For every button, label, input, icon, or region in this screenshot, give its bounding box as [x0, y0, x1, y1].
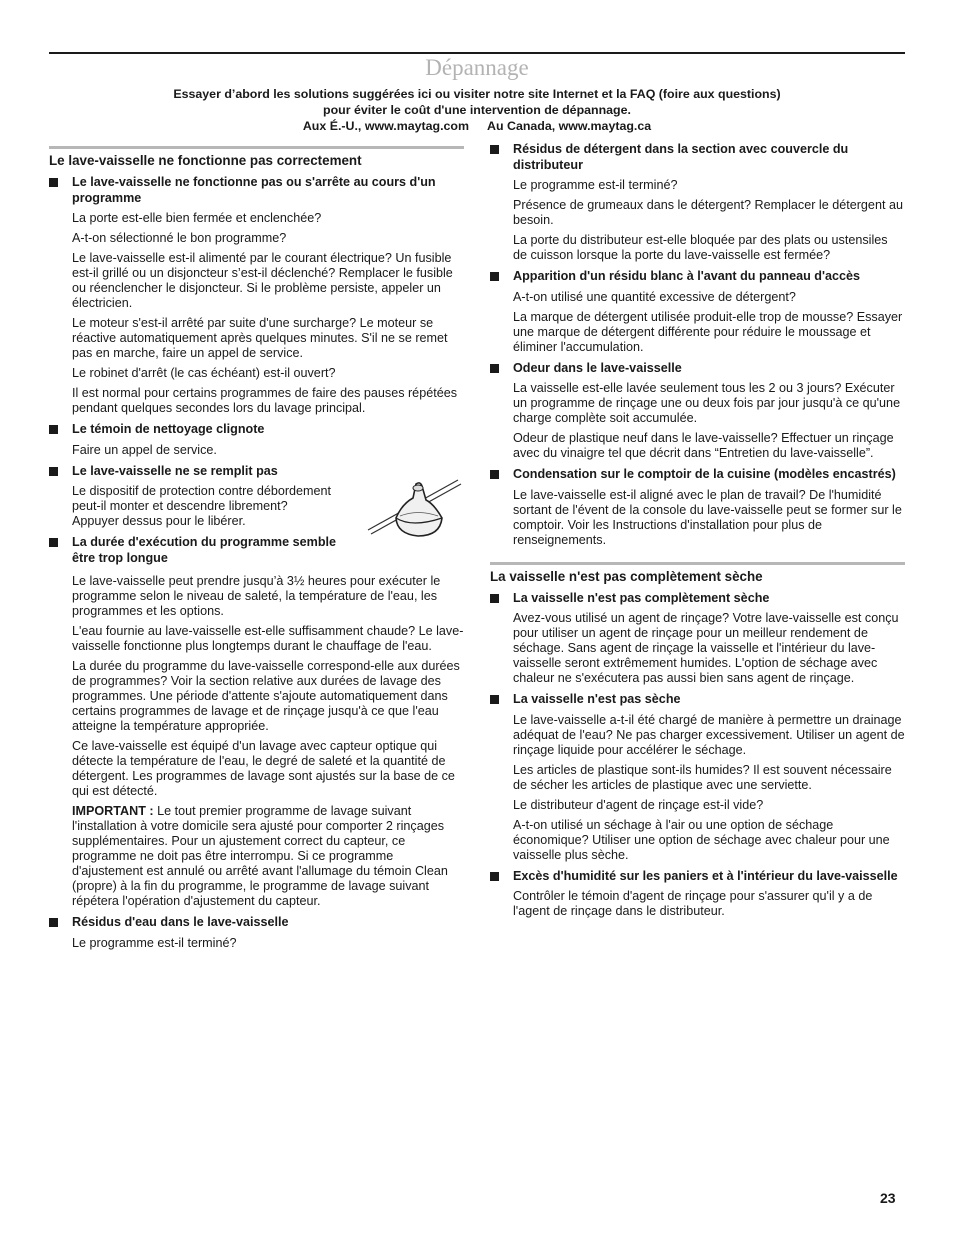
square-bullet-icon	[490, 470, 499, 479]
square-bullet-icon	[490, 872, 499, 881]
intro-line-1: Essayer d’abord les solutions suggérées ici ou visiter notre site Internet et la FAQ (foire aux questions)	[173, 87, 781, 101]
important-text: Le tout premier programme de lavage suivant l'installation à votre domicile sera ajusté pour comporter 2 rinçages supplémentaires. Pour un ajustement correct du capteur, ce programme ne doit pas être interrompu. Si ce programme d'ajustement est annulé ou arrêté avant l'allumage du témoin Clean (propre) à la fin du programme, le programme de lavage suivant répétera l'opération d'ajustement du capteur.	[72, 804, 448, 908]
issue-item	[490, 869, 905, 920]
issue-text: Le distributeur d'agent de rinçage est-il vide?	[513, 797, 764, 812]
square-bullet-icon	[49, 918, 58, 927]
issue-text: Avez-vous utilisé un agent de rinçage? Votre lave-vaisselle est conçu pour utiliser un agent de rinçage pour un meilleur rendement de séchage. Sans agent de rinçage la vaisselle et l'intérieur du lave-vaisselle seront extrêmement humides. L'option de séchage avec chaleur ne s'exécutera pas aussi bien sans agent de rinçage.	[513, 611, 899, 685]
important-note	[72, 804, 464, 909]
important-label: IMPORTANT :	[72, 804, 154, 818]
issue-item	[49, 422, 464, 458]
issue-item	[490, 692, 905, 863]
issue-item	[49, 175, 464, 416]
issue-text: Le lave-vaisselle peut prendre jusqu’à 3½ heures pour exécuter le programme selon le niveau de saleté, la température de l'eau, les programmes et les options.	[72, 574, 441, 618]
issue-title: La durée d'exécution du programme semble être trop longue	[49, 535, 339, 566]
issue-title: Apparition d'un résidu blanc à l'avant du panneau d'accès	[490, 269, 905, 285]
issue-text: Présence de grumeaux dans le détergent? Remplacer le détergent au besoin.	[513, 198, 903, 227]
issue-title: Le témoin de nettoyage clignote	[49, 422, 464, 438]
issue-text: Le lave-vaisselle est-il alimenté par le courant électrique? Un fusible est-il grillé ou un disjoncteur s’est-il déclenché? Remplacer le fusible ou réenclencher le disjoncteur. Si le problème persiste, appeler un électricien.	[72, 251, 453, 310]
issue-text: La vaisselle est-elle lavée seulement tous les 2 ou 3 jours? Exécuter un programme de rinçage une ou deux fois par jour jusqu'à ce qu'une charge complète soit accumulée.	[513, 381, 901, 425]
page-title: Dépannage	[425, 55, 529, 80]
square-bullet-icon	[49, 425, 58, 434]
square-bullet-icon	[490, 695, 499, 704]
issue-text: La marque de détergent utilisée produit-elle trop de mousse? Essayer une marque de détergent différente pour réduire le moussage et éliminer l'accumulation.	[513, 309, 903, 354]
issue-item	[490, 269, 905, 355]
issue-text: Le robinet d'arrêt (le cas échéant) est-il ouvert?	[72, 366, 336, 380]
issue-item	[490, 467, 905, 548]
issue-item	[49, 535, 464, 909]
issue-text: L'eau fournie au lave-vaisselle est-elle suffisamment chaude? Le lave-vaisselle fonctionne plus longtemps durant le chauffage de l'eau.	[72, 624, 464, 653]
issue-title: Condensation sur le comptoir de la cuisine (modèles encastrés)	[490, 467, 905, 483]
section-title-not-dry: La vaisselle n'est pas complètement sèche	[490, 562, 905, 585]
issue-item	[490, 361, 905, 462]
issue-title: Le lave-vaisselle ne fonctionne pas ou s'arrête au cours d'un programme	[49, 175, 464, 206]
issue-title: Le lave-vaisselle ne se remplit pas	[49, 464, 464, 480]
issue-text: Faire un appel de service.	[72, 442, 217, 457]
square-bullet-icon	[490, 364, 499, 373]
square-bullet-icon	[490, 594, 499, 603]
issue-title: La vaisselle n'est pas complètement sèche	[490, 591, 905, 607]
issue-text: Le dispositif de protection contre débordement peut-il monter et descendre librement? Appuyer dessus pour le libérer.	[72, 484, 332, 528]
us-site-link[interactable]: Aux É.-U., www.maytag.com	[302, 119, 470, 133]
issue-text: Le programme est-il terminé?	[72, 935, 237, 950]
issue-text: Le programme est-il terminé?	[513, 178, 678, 192]
left-column	[49, 146, 464, 951]
issue-item	[49, 464, 464, 530]
intro-sites	[100, 118, 854, 134]
issue-title: La vaisselle n'est pas sèche	[490, 692, 905, 708]
issue-text: La durée du programme du lave-vaisselle correspond-elle aux durées de programmes? Voir la section relative aux durées de lavage des programmes. Une période d'attente s'ajoute automatiquement dans certains programmes de lavage et de rinçage jusqu'à ce que l'eau atteigne la température appropriée.	[72, 659, 460, 733]
issue-text: La porte est-elle bien fermée et enclenchée?	[72, 211, 322, 225]
issue-text: A-t-on sélectionné le bon programme?	[72, 231, 287, 245]
issue-item	[490, 142, 905, 263]
issue-text: Odeur de plastique neuf dans le lave-vaisselle? Effectuer un rinçage avec du vinaigre tel que décrit dans “Entretien du lave-vaisselle”.	[513, 431, 894, 460]
issue-text: Il est normal pour certains programmes de faire des pauses répétées pendant quelques secondes lors du lavage principal.	[72, 386, 458, 415]
float-switch-illustration	[360, 474, 464, 544]
top-rule	[49, 52, 905, 54]
issue-text: La porte du distributeur est-elle bloquée par des plats ou ustensiles de cuisson lorsque la porte du lave-vaisselle est fermée?	[513, 233, 888, 262]
section-title-not-working: Le lave-vaisselle ne fonctionne pas correctement	[49, 146, 464, 169]
square-bullet-icon	[49, 178, 58, 187]
issue-title: Excès d'humidité sur les paniers et à l'intérieur du lave-vaisselle	[490, 869, 905, 885]
square-bullet-icon	[49, 538, 58, 547]
issue-text: Le lave-vaisselle a-t-il été chargé de manière à permettre un drainage adéquat de l'eau? Ne pas charger excessivement. Utiliser un agent de rinçage liquide pour accélérer le séchage.	[513, 712, 905, 757]
issue-item	[49, 915, 464, 951]
issue-text: Le lave-vaisselle est-il aligné avec le plan de travail? De l'humidité sortant de l'évent de la console du lave-vaisselle peut se former sur le comptoir. Voir les Instructions d'installation pour plus de renseignements.	[513, 487, 902, 547]
issue-text: Les articles de plastique sont-ils humides? Il est souvent nécessaire de sécher les articles de plastique avec une serviette.	[513, 762, 892, 792]
square-bullet-icon	[490, 145, 499, 154]
issue-text: Contrôler le témoin d'agent de rinçage pour s'assurer qu'il y a de l'agent de rinçage dans le distributeur.	[513, 889, 873, 918]
intro-line-2: pour éviter le coût d'une intervention de dépannage.	[323, 103, 631, 117]
issue-text: A-t-on utilisé un séchage à l'air ou une option de séchage économique? Utiliser une option de séchage avec chaleur pour une vaisselle plus sèche.	[513, 817, 890, 862]
issue-text: A-t-on utilisé une quantité excessive de détergent?	[513, 289, 796, 304]
intro-note	[100, 86, 854, 134]
page-number: 23	[880, 1190, 896, 1206]
ca-site-link[interactable]: Au Canada, www.maytag.ca	[487, 119, 652, 133]
square-bullet-icon	[490, 272, 499, 281]
issue-title: Odeur dans le lave-vaisselle	[490, 361, 905, 377]
issue-title: Résidus de détergent dans la section avec couvercle du distributeur	[490, 142, 905, 173]
square-bullet-icon	[49, 467, 58, 476]
issue-item	[490, 591, 905, 687]
right-column	[490, 142, 905, 919]
issue-text: Le moteur s'est-il arrêté par suite d'une surcharge? Le moteur se réactive automatiquement après quelques minutes. S'il ne se remet pas en marche, faire un appel de service.	[72, 316, 448, 360]
issue-title: Résidus d'eau dans le lave-vaisselle	[49, 915, 464, 931]
issue-text: Ce lave-vaisselle est équipé d'un lavage avec capteur optique qui détecte la température de l'eau, le degré de saleté et la quantité de détergent. Les programmes de lavage sont ajustés sur la base de ce qui est détecté.	[72, 739, 455, 798]
